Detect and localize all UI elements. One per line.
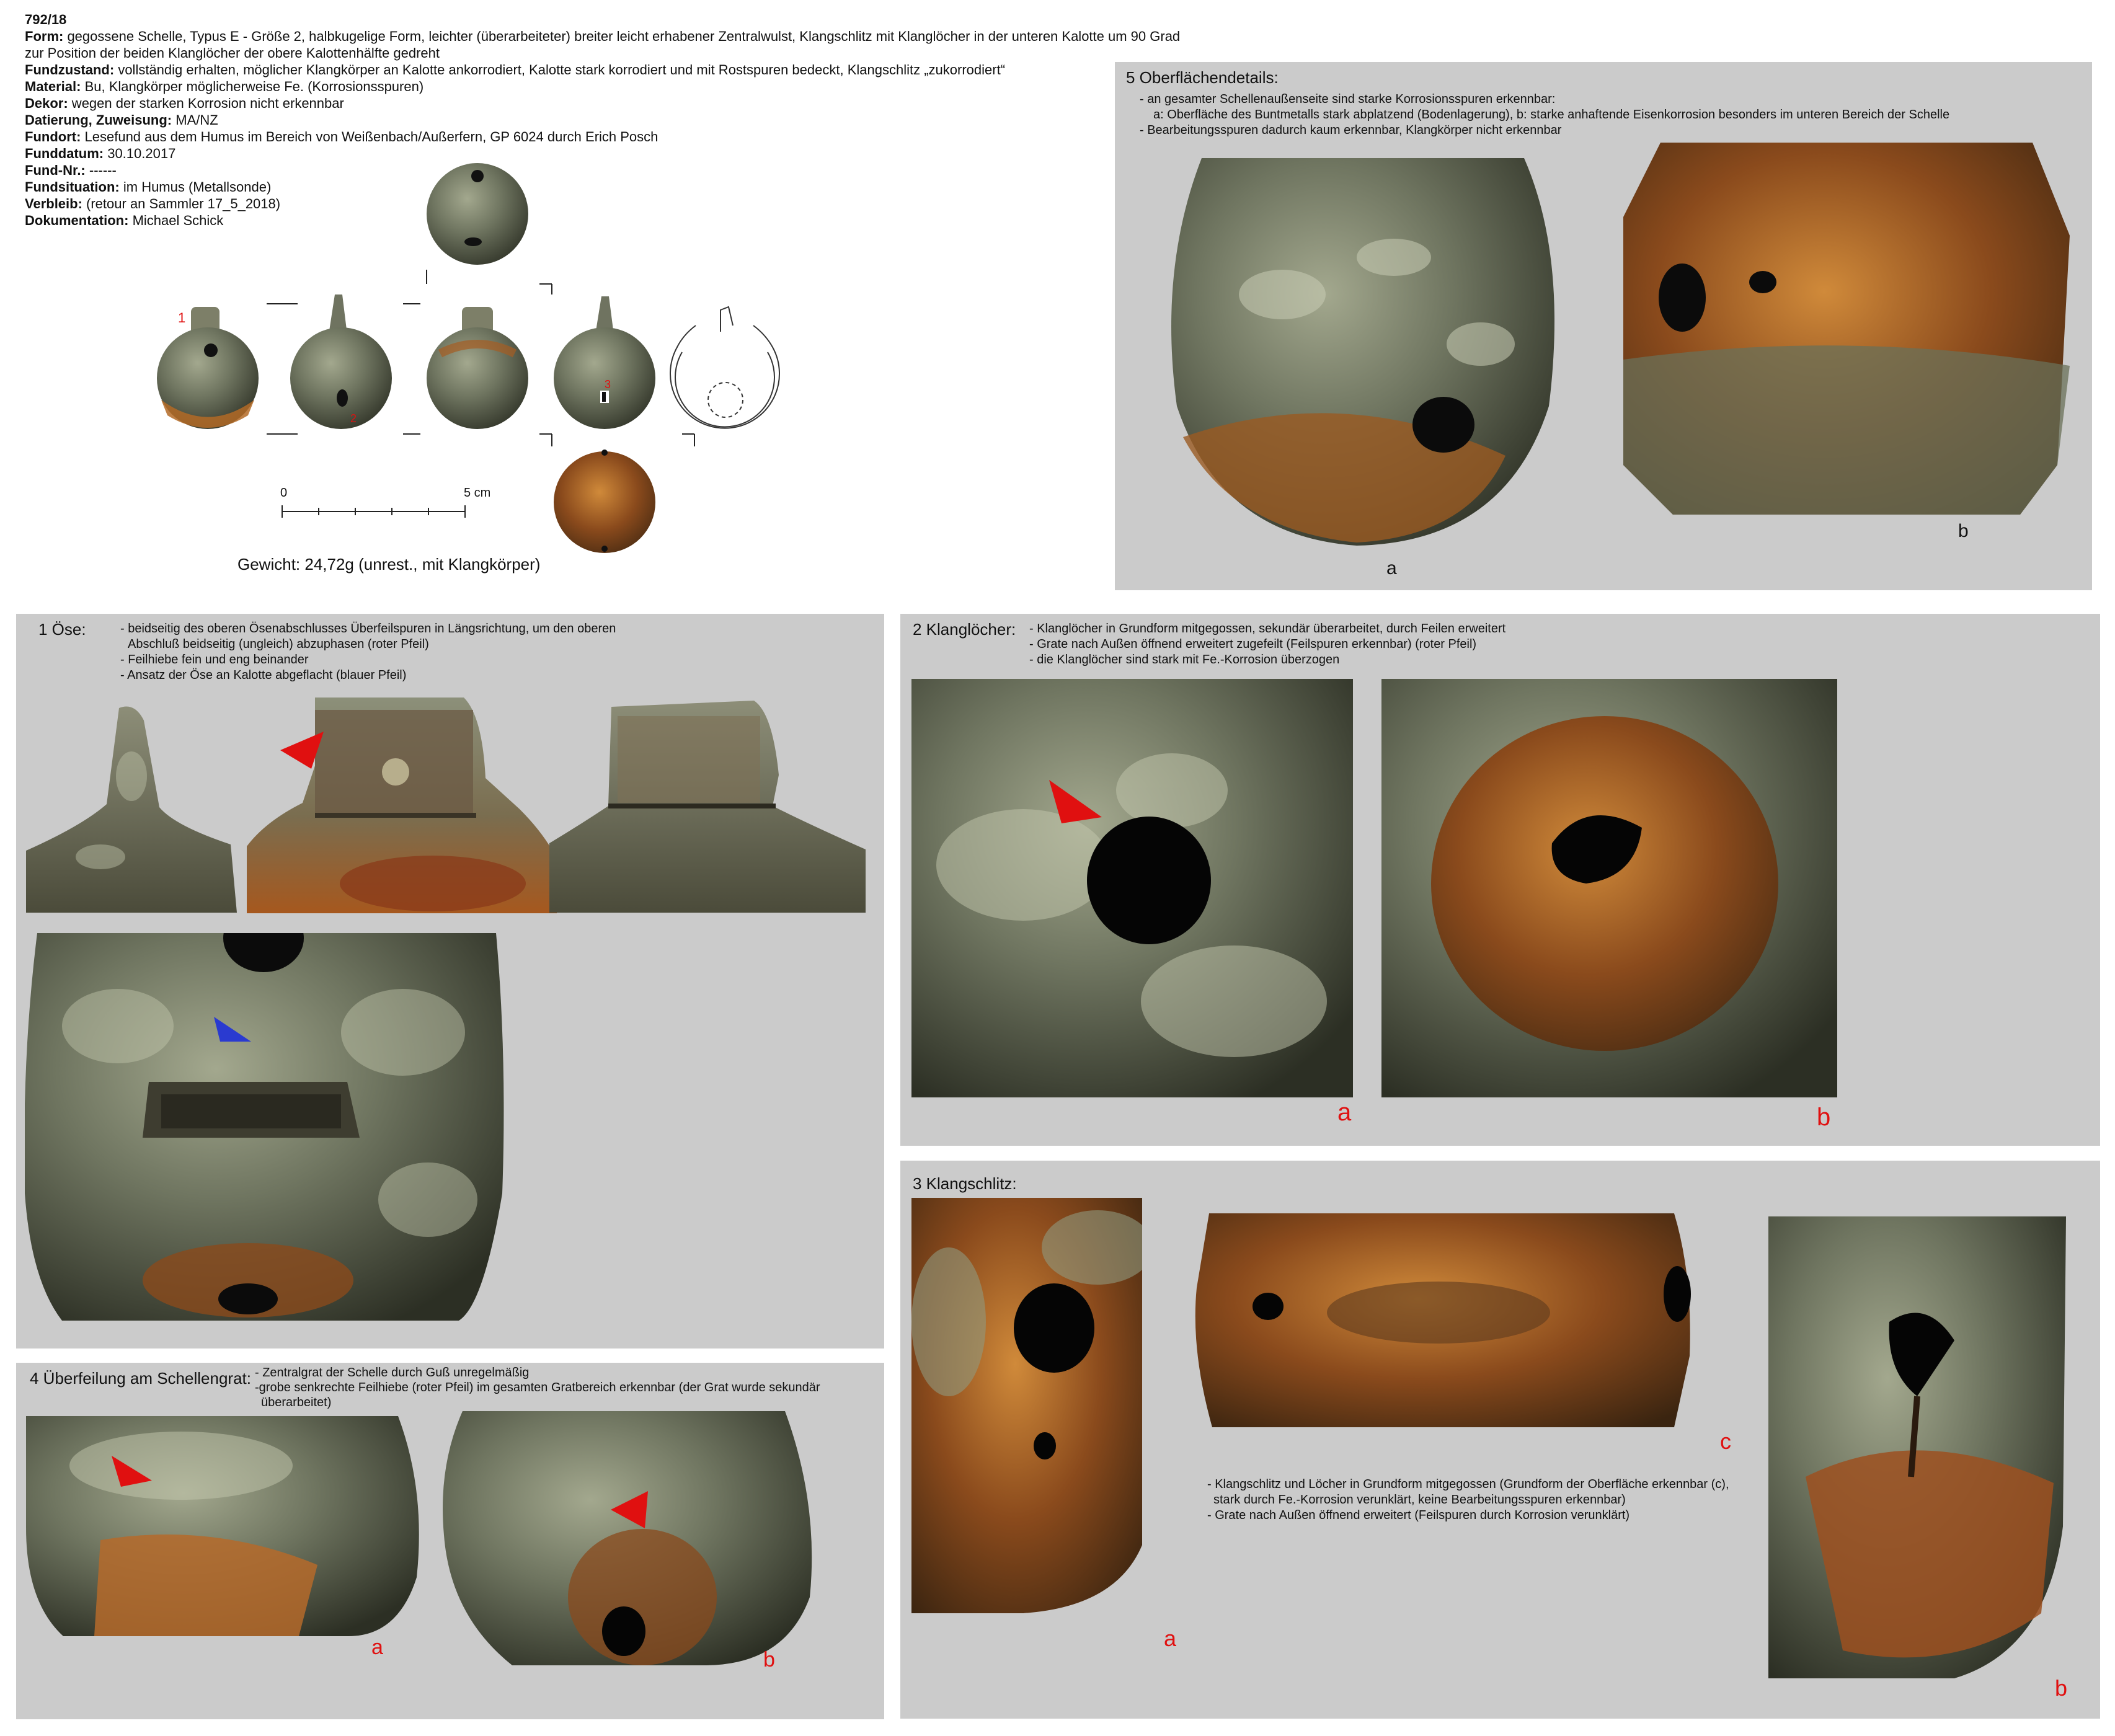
- panel-4-bullet: - Zentralgrat der Schelle durch Guß unregelmäßig: [255, 1366, 530, 1380]
- panel-4-bullets: [255, 1365, 820, 1410]
- photo-eyelet-front: [247, 698, 557, 913]
- panel-surface-details: [1115, 62, 2092, 590]
- bell-top-view: [427, 163, 528, 265]
- panel-eyelet: [16, 614, 884, 1348]
- panel-5-bullet: a: Oberfläche des Buntmetalls stark abplatzend (Bodenlagerung), b: starke anhaftende Eisenkorrosion besonders im unteren Bereich der Schelle: [1153, 108, 1950, 122]
- panel-3-bullet: stark durch Fe.-Korrosion verunklärt, keine Bearbeitungsspuren erkennbar): [1213, 1493, 1626, 1507]
- photo-eyelet-back: [549, 701, 866, 913]
- meta-fundzustand: Fundzustand: vollständig erhalten, möglicher Klangkörper an Kalotte ankorrodiert, Kalotte stark korrodiert und mit Rostspuren bedeckt, Klangschlitz „zukorrodiert“: [25, 62, 1006, 78]
- red-arrow-ridge-a: [112, 1453, 155, 1490]
- panel-5-bullet: - Bearbeitungsspuren dadurch kaum erkennbar, Klangkörper nicht erkennbar: [1140, 123, 1562, 137]
- overview-views: [143, 155, 812, 577]
- scale-bar: [282, 505, 465, 518]
- panel-2-title: 2 Klanglöcher:: [913, 620, 1016, 639]
- photo-3c-slit-detail: [1191, 1213, 1693, 1427]
- panel-4-title: 4 Überfeilung am Schellengrat:: [30, 1369, 251, 1388]
- panel-3-bullet: - Grate nach Außen öffnend erweitert (Feilspuren durch Korrosion verunklärt): [1207, 1508, 1630, 1522]
- photo-4a-label: a: [371, 1636, 383, 1659]
- photo-2b-sound-hole-rust: [1381, 679, 1837, 1097]
- photo-eyelet-side: [26, 702, 237, 913]
- photo-5a-label: a: [1386, 558, 1397, 578]
- panel-1-bullet: - Feilhiebe fein und eng beinander: [120, 653, 309, 666]
- meta-verbleib: Verbleib: (retour an Sammler 17_5_2018): [25, 196, 281, 211]
- red-arrow-sound-hole: [1049, 780, 1105, 823]
- meta-form-cont: zur Position der beiden Klanglöcher der obere Kalottenhälfte gedreht: [25, 45, 440, 61]
- panel-1-bullet: - Ansatz der Öse an Kalotte abgeflacht (blauer Pfeil): [120, 668, 407, 682]
- bell-side-view-2: [290, 294, 392, 429]
- panel-5-bullet: - an gesamter Schellenaußenseite sind starke Korrosionsspuren erkennbar:: [1140, 92, 1556, 106]
- panel-1-title: 1 Öse:: [38, 620, 86, 639]
- photo-3b-slit: [1768, 1216, 2066, 1678]
- overview-marker-3: 3: [605, 378, 611, 391]
- red-arrow-ridge-b: [611, 1491, 654, 1528]
- blue-arrow-eyelet-base: [214, 1011, 257, 1048]
- photo-5b-rust-surface: [1623, 143, 2070, 515]
- panel-1-bullet: - beidseitig des oberen Ösenabschlusses Überfeilspuren in Längsrichtung, um den oberen: [120, 622, 616, 636]
- overview-marker-1: 1: [178, 310, 186, 326]
- photo-5b-label: b: [1958, 521, 1969, 541]
- panel-3-bullets: [1207, 1477, 1729, 1523]
- overview-marker-2: 2: [350, 412, 357, 425]
- meta-id: 792/18: [25, 12, 67, 27]
- bell-side-view-4: [554, 296, 655, 429]
- photo-5a-bronze-surface: [1158, 146, 1567, 546]
- meta-material: Material: Bu, Klangkörper möglicherweise Fe. (Korrosionsspuren): [25, 79, 424, 94]
- bell-section-drawing: [670, 307, 779, 428]
- bell-side-view-3: [427, 307, 528, 429]
- panel-5-bullets: [1140, 92, 1949, 138]
- meta-datierung: Datierung, Zuweisung: MA/NZ: [25, 112, 218, 128]
- scale-start-label: 0: [280, 486, 288, 500]
- panel-2-bullet: - Grate nach Außen öffnend erweitert zugefeilt (Feilspuren erkennbar) (roter Pfeil): [1029, 637, 1477, 651]
- panel-1-bullet: Abschluß beidseitig (ungleich) abzuphasen (roter Pfeil): [128, 637, 429, 651]
- weight-label: Gewicht: 24,72g (unrest., mit Klangkörper): [237, 555, 541, 574]
- photo-4b-label: b: [763, 1648, 775, 1672]
- meta-fundort: Fundort: Lesefund aus dem Humus im Bereich von Weißenbach/Außerfern, GP 6024 durch Erich Posch: [25, 129, 658, 144]
- photo-2b-label: b: [1817, 1104, 1831, 1131]
- panel-ridge-filing: [16, 1363, 884, 1719]
- panel-4-bullet: überarbeitet): [261, 1396, 332, 1409]
- photo-4a-ridge: [26, 1416, 426, 1636]
- meta-dekor: Dekor: wegen der starken Korrosion nicht erkennbar: [25, 95, 344, 111]
- photo-2a-label: a: [1337, 1099, 1352, 1126]
- panel-1-bullets: [120, 621, 616, 683]
- meta-form: Form: gegossene Schelle, Typus E - Größe 2, halbkugelige Form, leichter (überarbeiteter) breiter leicht erhabener Zentralwulst, Klangschlitz mit Klanglöcher in der unteren Kalotte um 90 Grad: [25, 29, 1181, 44]
- meta-funddatum: Funddatum: 30.10.2017: [25, 146, 176, 161]
- panel-2-bullets: [1029, 621, 1505, 668]
- photo-3c-label: c: [1720, 1428, 1731, 1454]
- meta-fundnr: Fund-Nr.: ------: [25, 162, 117, 178]
- panel-sound-holes: [900, 614, 2100, 1146]
- photo-3b-label: b: [2055, 1675, 2068, 1701]
- scale-end-label: 5 cm: [464, 486, 491, 500]
- bell-bottom-view: [554, 450, 655, 553]
- photo-eyelet-base: [25, 933, 507, 1321]
- panel-2-bullet: - Klanglöcher in Grundform mitgegossen, sekundär überarbeitet, durch Feilen erweitert: [1029, 622, 1506, 636]
- photo-2a-sound-hole: [911, 679, 1353, 1097]
- panel-3-bullet: - Klangschlitz und Löcher in Grundform mitgegossen (Grundform der Oberfläche erkennbar (c),: [1207, 1477, 1729, 1491]
- photo-3a-slit: [911, 1198, 1142, 1613]
- panel-5-title: 5 Oberflächendetails:: [1126, 68, 1279, 87]
- photo-3a-label: a: [1164, 1626, 1177, 1651]
- panel-4-bullet: -grobe senkrechte Feilhiebe (roter Pfeil) im gesamten Gratbereich erkennbar (der Grat wurde sekundär: [255, 1381, 820, 1394]
- panel-3-title: 3 Klangschlitz:: [913, 1174, 1017, 1193]
- meta-fundsituation: Fundsituation: im Humus (Metallsonde): [25, 179, 272, 195]
- red-arrow-eyelet-front: [280, 732, 330, 775]
- panel-sound-slit: [900, 1161, 2100, 1719]
- meta-dokumentation: Dokumentation: Michael Schick: [25, 213, 224, 228]
- bell-side-view-1: [157, 307, 259, 429]
- panel-2-bullet: - die Klanglöcher sind stark mit Fe.-Korrosion überzogen: [1029, 653, 1340, 666]
- photo-4b-ridge: [438, 1411, 819, 1665]
